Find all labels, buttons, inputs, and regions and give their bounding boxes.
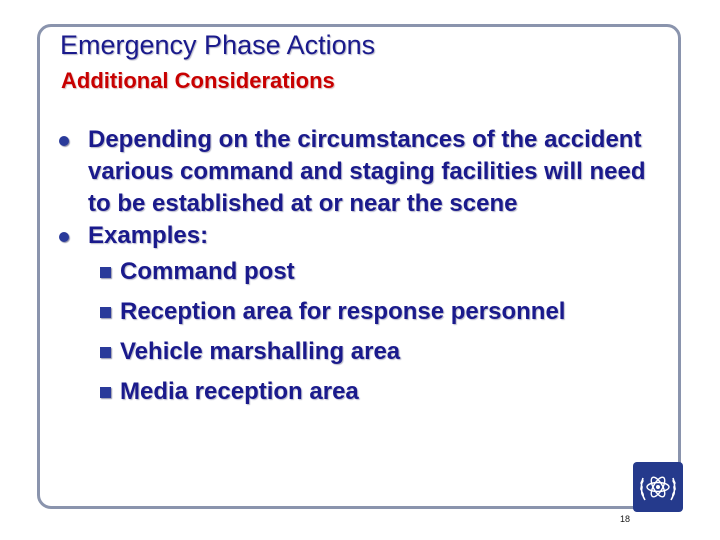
sub-bullet-item: [56, 372, 656, 412]
sub-bullet-text: Vehicle marshalling area: [120, 338, 401, 365]
bullet-item: [56, 124, 656, 220]
square-bullet-icon: [100, 267, 111, 278]
slide-subtitle: Additional Considerations: [61, 68, 335, 93]
bullet-text: Depending on the circumstances of the accident various command and staging facilities will need to be established at or near the scene: [88, 126, 646, 217]
sub-bullet-item: [56, 292, 656, 332]
sub-bullet-item: [56, 332, 656, 372]
round-bullet-icon: [59, 136, 69, 146]
bullet-item: [56, 220, 656, 252]
sub-bullet-text: Reception area for response personnel: [120, 298, 566, 325]
bullet-list: [56, 124, 656, 412]
slide-title: Emergency Phase Actions: [60, 30, 376, 60]
round-bullet-icon: [59, 232, 69, 242]
bullet-text: Examples:: [88, 222, 209, 249]
square-bullet-icon: [100, 307, 111, 318]
sub-bullet-item: [56, 252, 656, 292]
sub-bullet-text: Command post: [120, 258, 295, 285]
page-number: 18: [620, 514, 631, 524]
square-bullet-icon: [100, 347, 111, 358]
sub-bullet-text: Media reception area: [120, 378, 359, 405]
iaea-logo-icon: [633, 462, 683, 512]
square-bullet-icon: [100, 387, 111, 398]
